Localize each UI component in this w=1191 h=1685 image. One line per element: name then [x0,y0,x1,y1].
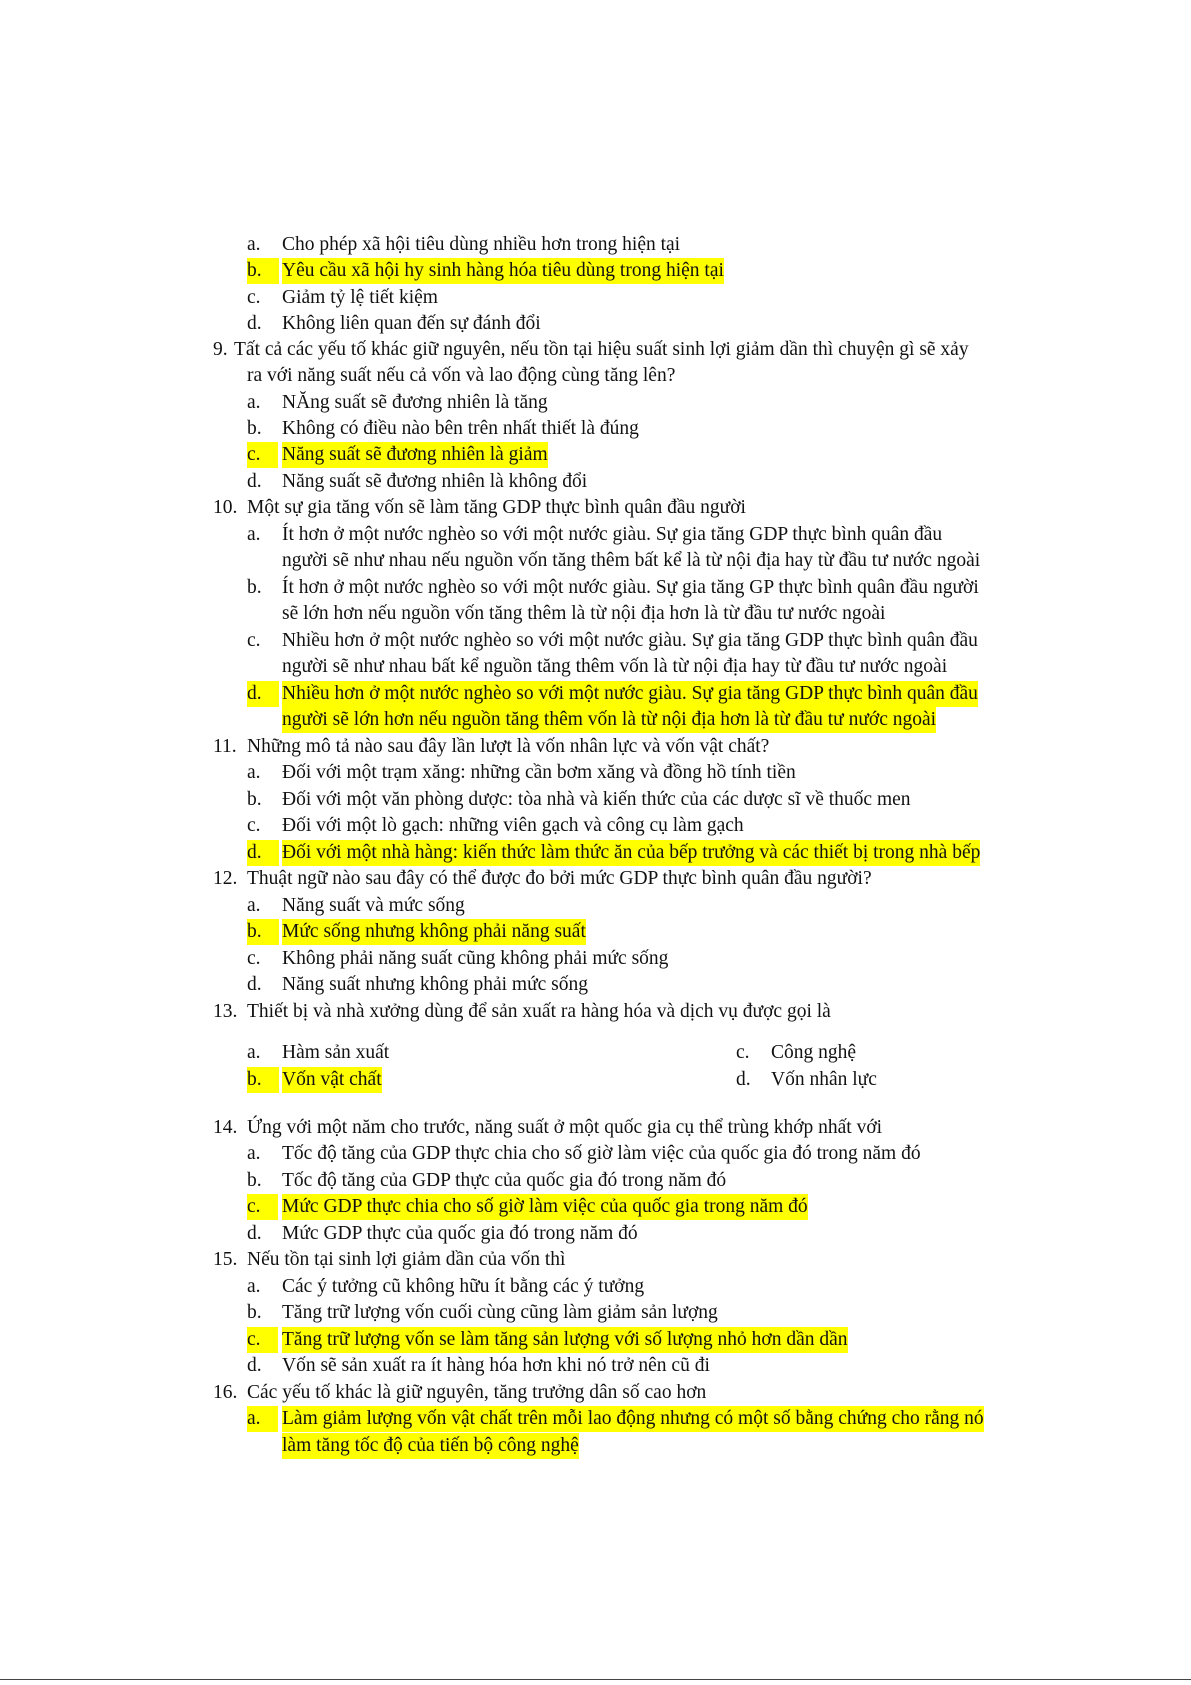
item-label: 10. [213,497,238,518]
item-label: a. [247,392,261,413]
item-text: Mức sống nhưng không phải năng suất [282,919,586,945]
item-label: d. [247,1223,262,1244]
item-text: NĂng suất sẽ đương nhiên là tăng [282,392,548,413]
item-text: Giảm tỷ lệ tiết kiệm [282,287,438,308]
item-text: Các ý tưởng cũ không hữu ít bằng các ý tưởng [282,1276,645,1297]
item-label: a. [247,1042,261,1063]
item-label: d. [247,840,279,866]
item-text: Năng suất sẽ đương nhiên là không đổi [282,471,588,492]
item-label: b. [247,418,262,439]
item-label: d. [247,313,262,334]
item-text: ra với năng suất nếu cả vốn và lao động cùng tăng lên? [247,365,676,386]
item-label: b. [247,919,279,945]
item-label: c. [247,815,261,836]
item-text: Hàm sản xuất [282,1042,390,1063]
item-label: b. [247,1170,262,1191]
item-text: Đối với một trạm xăng: những cần bơm xăng và đồng hồ tính tiền [282,762,796,783]
item-label: c. [247,948,261,969]
item-text: Nhiều hơn ở một nước nghèo so với một nước giàu. Sự gia tăng GDP thực bình quân đầu [282,681,978,707]
item-label: d. [247,974,262,995]
item-text: Các yếu tố khác là giữ nguyên, tăng trưởng dân số cao hơn [247,1382,707,1403]
item-label: d. [247,471,262,492]
item-label: 16. [213,1382,238,1403]
item-text: Tất cả các yếu tố khác giữ nguyên, nếu tồn tại hiệu suất sinh lợi giảm dần thì chuyện gì sẽ xảy [234,339,969,360]
item-text: người sẽ như nhau bất kể nguồn tăng thêm vốn là từ nội địa hay từ đầu tư nước ngoài [282,656,948,677]
item-label: b. [247,577,262,598]
item-text: Một sự gia tăng vốn sẽ làm tăng GDP thực bình quân đầu người [247,497,746,518]
item-label: c. [247,630,261,651]
item-text: Mức GDP thực chia cho số giờ làm việc của quốc gia trong năm đó [282,1194,808,1220]
bottom-rule [0,1679,1191,1680]
item-text: Những mô tả nào sau đây lần lượt là vốn nhân lực và vốn vật chất? [247,736,770,757]
item-text: Tăng trữ lượng vốn se làm tăng sản lượng với số lượng nhỏ hơn dần dần [282,1327,848,1353]
item-label: b. [247,258,279,284]
item-text: Đối với một nhà hàng: kiến thức làm thức ăn của bếp trưởng và các thiết bị trong nhà bếp [282,840,980,866]
item-text: Không phải năng suất cũng không phải mức sống [282,948,669,969]
item-text: Năng suất sẽ đương nhiên là giảm [282,442,548,468]
item-label: c. [247,1194,278,1220]
item-text: Đối với một lò gạch: những viên gạch và công cụ làm gạch [282,815,744,836]
item-text: Thuật ngữ nào sau đây có thể được đo bởi mức GDP thực bình quân đầu người? [247,868,872,889]
item-text: Tăng trữ lượng vốn cuối cùng cũng làm giảm sản lượng [282,1302,718,1323]
item-text: Yêu cầu xã hội hy sinh hàng hóa tiêu dùng trong hiện tại [282,258,724,284]
item-text: Đối với một văn phòng dược: tòa nhà và kiến thức của các dược sĩ về thuốc men [282,789,911,810]
item-text: Tốc độ tăng của GDP thực của quốc gia đó trong năm đó [282,1170,727,1191]
item-label: a. [247,1276,261,1297]
item-text: làm tăng tốc độ của tiến bộ công nghệ [282,1433,579,1459]
item-label: d. [247,681,279,707]
item-text: Làm giảm lượng vốn vật chất trên mỗi lao động nhưng có một số bằng chứng cho rằng nó [282,1406,984,1432]
item-label: b. [247,1302,262,1323]
item-text: Công nghệ [771,1042,857,1063]
item-label: 15. [213,1249,238,1270]
item-text: Không có điều nào bên trên nhất thiết là đúng [282,418,639,439]
item-label: c. [247,442,278,468]
item-label: d. [736,1069,751,1090]
item-label: 9. [213,339,228,360]
item-text: Vốn sẽ sản xuất ra ít hàng hóa hơn khi nó trở nên cũ đi [282,1355,710,1376]
item-text: Không liên quan đến sự đánh đổi [282,313,541,334]
item-label: a. [247,524,261,545]
item-label: c. [736,1042,750,1063]
item-text: người sẽ như nhau nếu nguồn vốn tăng thêm bất kể là từ nội địa hay từ đầu tư nước ngoài [282,550,981,571]
item-text: Ít hơn ở một nước nghèo so với một nước giàu. Sự gia tăng GP thực bình quân đầu người [282,577,979,598]
item-label: c. [247,1327,278,1353]
item-text: người sẽ lớn hơn nếu nguồn tăng thêm vốn là từ nội địa hơn là từ đầu tư nước ngoài [282,707,936,733]
item-text: Năng suất và mức sống [282,895,465,916]
item-text: Nhiều hơn ở một nước nghèo so với một nước giàu. Sự gia tăng GDP thực bình quân đầu [282,630,978,651]
item-label: a. [247,895,261,916]
item-text: Ít hơn ở một nước nghèo so với một nước giàu. Sự gia tăng GDP thực bình quân đầu [282,524,943,545]
item-text: Mức GDP thực của quốc gia đó trong năm đó [282,1223,638,1244]
item-label: a. [247,1143,261,1164]
item-label: b. [247,789,262,810]
item-text: Vốn nhân lực [771,1069,877,1090]
item-label: a. [247,762,261,783]
item-label: a. [247,234,261,255]
item-label: 11. [213,736,237,757]
item-text: Vốn vật chất [282,1067,382,1093]
item-label: b. [247,1067,279,1093]
item-text: Ứng với một năm cho trước, năng suất ở một quốc gia cụ thể trùng khớp nhất với [247,1117,883,1138]
item-text: Tốc độ tăng của GDP thực chia cho số giờ làm việc của quốc gia đó trong năm đó [282,1143,921,1164]
item-text: sẽ lớn hơn nếu nguồn vốn tăng thêm là từ nội địa hơn là từ đầu tư nước ngoài [282,603,886,624]
item-text: Thiết bị và nhà xưởng dùng để sản xuất ra hàng hóa và dịch vụ được gọi là [247,1001,831,1022]
item-label: d. [247,1355,262,1376]
item-text: Cho phép xã hội tiêu dùng nhiều hơn trong hiện tại [282,234,681,255]
item-text: Năng suất nhưng không phải mức sống [282,974,589,995]
item-label: 13. [213,1001,238,1022]
item-text: Nếu tồn tại sinh lợi giảm dần của vốn thì [247,1249,566,1270]
item-label: a. [247,1406,278,1432]
item-label: c. [247,287,261,308]
item-label: 12. [213,868,238,889]
item-label: 14. [213,1117,238,1138]
